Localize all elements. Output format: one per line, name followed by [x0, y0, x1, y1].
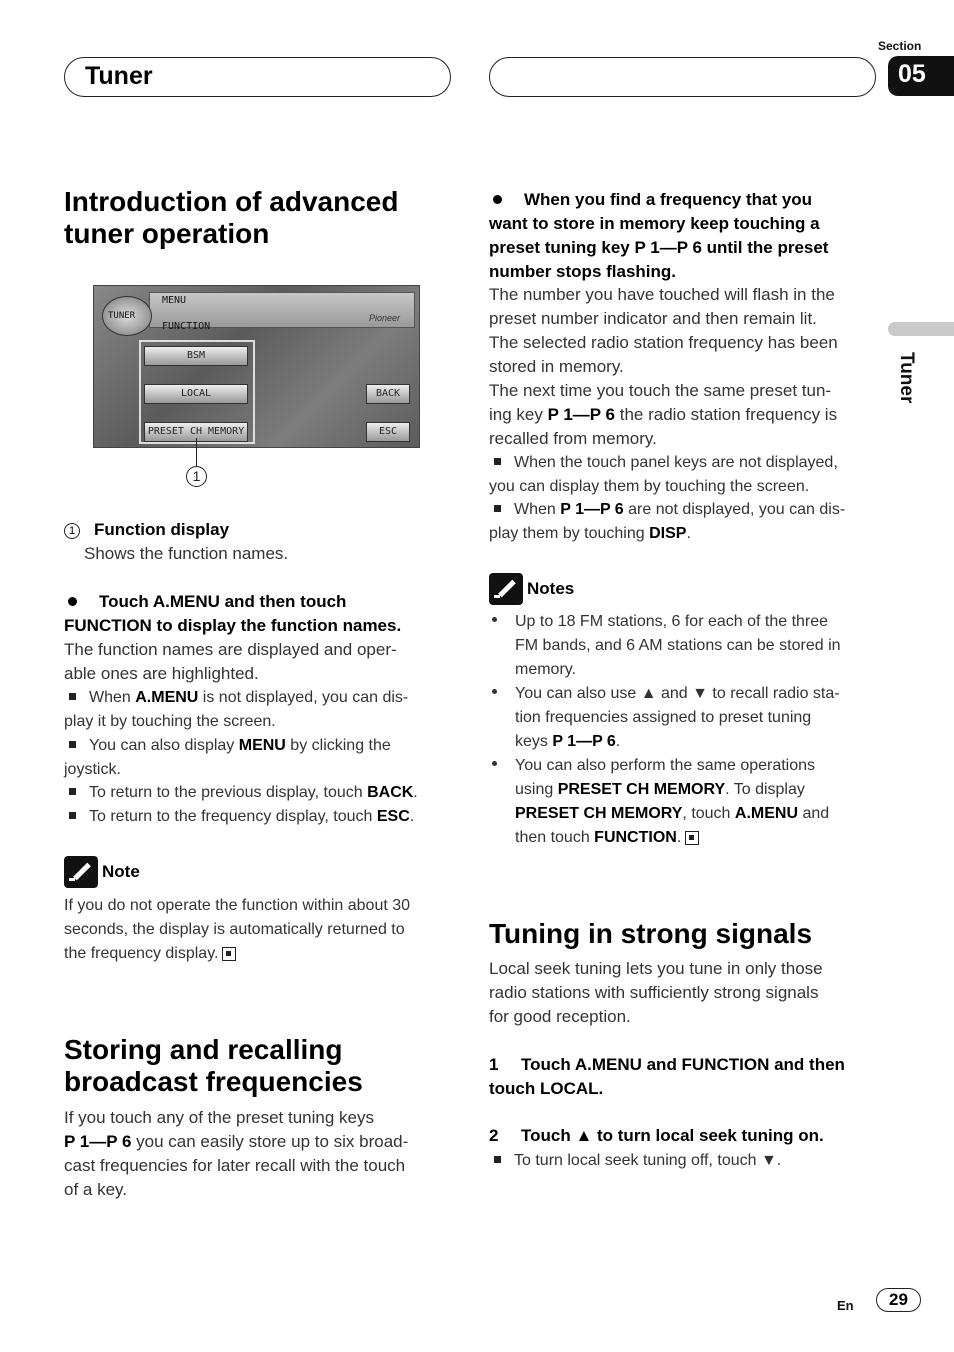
intro-body — [64, 638, 397, 686]
bullet-dot-icon — [68, 597, 77, 606]
intro-heading-line1: Introduction of advanced — [64, 186, 399, 217]
bullet-dot-icon — [493, 195, 502, 204]
section-number: 05 — [888, 56, 954, 96]
dot-bullet-icon — [492, 689, 497, 694]
callout-title — [64, 518, 229, 542]
screen-function-label: FUNCTION — [162, 321, 211, 332]
intro-heading-line2: tuner operation — [64, 218, 270, 249]
section-label: Section — [878, 39, 922, 53]
end-mark-icon — [685, 831, 699, 845]
callout-number-inline: 1 — [64, 523, 80, 539]
callout-title-text: Function display — [94, 520, 230, 539]
callout-description: Shows the function names. — [84, 544, 289, 563]
strong-body: Local seek tuning lets you tune in only those radio stations with sufficiently strong signals for good reception. — [489, 959, 823, 1026]
strong-bullet-1: To turn local seek tuning off, touch ▼. — [489, 1149, 781, 1173]
right-step: When you find a frequency that you want to store in memory keep touching a preset tuning key P 1—P 6 until the preset number stops flashing. — [489, 190, 829, 281]
dot-bullet-icon — [492, 617, 497, 622]
square-bullet-icon — [69, 741, 76, 748]
notes-header — [489, 573, 574, 605]
square-bullet-icon — [69, 693, 76, 700]
strong-step-2: 2 Touch ▲ to turn local seek tuning on. — [489, 1126, 824, 1145]
notes-item-3: You can also perform the same operations using PRESET CH MEMORY. To display PRESET CH MEMORY, touch A.MENU and then touch FUNCTION. — [489, 754, 829, 850]
intro-step-line2: FUNCTION to display the function names. — [64, 616, 402, 635]
intro-bullet-2: You can also display MENU by clicking the joystick. — [64, 737, 391, 778]
callout-line — [196, 438, 197, 466]
storing-heading: Storing and recalling broadcast frequencies — [64, 1034, 363, 1097]
notes-title: Notes — [527, 579, 575, 598]
square-bullet-icon — [69, 788, 76, 795]
intro-body-line2: able ones are highlighted. — [64, 664, 259, 683]
right-bullet-2: When P 1—P 6 are not displayed, you can dis- play them by touching DISP. — [489, 501, 846, 542]
page-number: 29 — [876, 1288, 921, 1312]
pencil-note-icon — [64, 856, 98, 888]
note-body: If you do not operate the function within about 30 seconds, the display is automatically returned to the frequency display. — [64, 897, 411, 962]
note-header — [64, 856, 140, 888]
intro-heading — [64, 186, 398, 250]
strong-heading: Tuning in strong signals — [489, 918, 813, 949]
screen-menu-label: MENU — [162, 295, 187, 306]
notes-item-2: You can also use ▲ and ▼ to recall radio sta- tion frequencies assigned to preset tuning keys P 1—P 6. — [489, 682, 840, 754]
function-display-screenshot — [93, 285, 420, 448]
square-bullet-icon — [69, 812, 76, 819]
intro-step-line1: Touch A.MENU and then touch — [99, 592, 347, 611]
strong-step-1: 1 Touch A.MENU and FUNCTION and then touch LOCAL. — [489, 1055, 845, 1098]
dot-bullet-icon — [492, 761, 497, 766]
intro-bullet-1: When A.MENU is not displayed, you can dis- play it by touching the screen. — [64, 689, 409, 730]
intro-bullet-4: To return to the frequency display, touch ESC. — [64, 805, 414, 829]
end-mark-icon — [222, 947, 236, 961]
right-para-2: The next time you touch the same preset tun- ing key P 1—P 6 the radio station frequency is recalled from memory. — [489, 381, 838, 448]
screen-brand: Pioneer — [368, 313, 400, 323]
square-bullet-icon — [494, 1156, 501, 1163]
header-empty-box — [489, 57, 876, 97]
right-para-1: The number you have touched will flash in the preset number indicator and then remain lit. The selected radio station frequency has been stored in memory. — [489, 285, 838, 376]
storing-body: If you touch any of the preset tuning keys P 1—P 6 you can easily store up to six broad- cast frequencies for later recall with the touch of a key. — [64, 1108, 409, 1199]
intro-body-line1: The function names are displayed and oper- — [64, 640, 397, 659]
notes-item-1: Up to 18 FM stations, 6 for each of the three FM bands, and 6 AM stations can be stored in memory. — [489, 610, 841, 682]
screen-button-esc: ESC — [366, 422, 410, 442]
chapter-title: Tuner — [64, 57, 451, 97]
screen-logo-text: TUNER — [108, 311, 136, 321]
screen-button-local: LOCAL — [144, 384, 248, 404]
square-bullet-icon — [494, 505, 501, 512]
callout-number: 1 — [186, 466, 207, 487]
square-bullet-icon — [494, 458, 501, 465]
intro-bullet-3: To return to the previous display, touch BACK. — [64, 781, 418, 805]
right-bullet-1: When the touch panel keys are not displayed, you can display them by touching the screen. — [489, 454, 838, 495]
screen-button-bsm: BSM — [144, 346, 248, 366]
screen-button-preset-ch-memory: PRESET CH MEMORY — [144, 422, 248, 442]
side-tab-label: Tuner — [896, 352, 917, 404]
note-title: Note — [102, 862, 140, 881]
side-tab-marker — [888, 322, 954, 336]
footer-language: En — [837, 1298, 854, 1313]
screen-button-back: BACK — [366, 384, 410, 404]
intro-step — [64, 590, 401, 638]
pencil-note-icon — [489, 573, 523, 605]
